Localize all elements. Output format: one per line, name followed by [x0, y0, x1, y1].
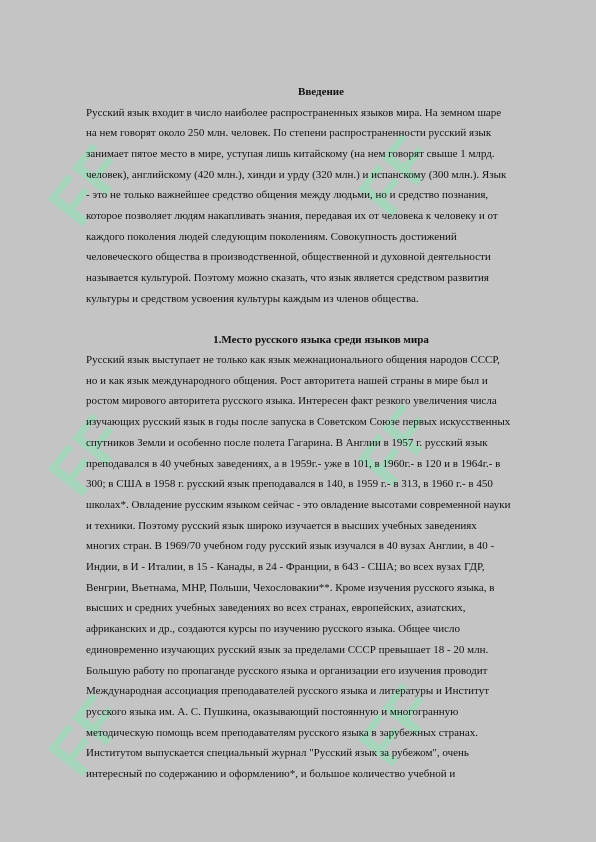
text-line: высших и средних учебных заведениях во всех странах, европейских, азиатских, — [86, 602, 466, 615]
text-line: которое позволяет людям накапливать знания, передавая их от человека к человеку и от — [86, 210, 498, 223]
watermark-text: FF — [344, 392, 450, 499]
text-line: спутников Земли и особенно после полета Гагарина. В Англии в 1957 г. русский язык — [86, 436, 488, 449]
text-line: интересный по содержанию и оформлению*, и большое количество учебной и — [86, 768, 456, 781]
watermark-text: FF — [34, 132, 140, 239]
watermark-text: FF — [34, 402, 140, 509]
text-line: занимает пятое место в мире, уступая лишь китайскому (на нем говорят свыше 1 млрд. — [86, 147, 495, 160]
text-line: Венгрии, Вьетнама, МНР, Польши, Чехословакии**. Кроме изучения русского языка, в — [86, 581, 495, 594]
text-line: изучающих русский язык в годы после запуска в Советском Союзе первых искусственных — [86, 416, 511, 429]
watermark-text: FF — [34, 682, 140, 789]
section-1-paragraph — [86, 350, 556, 785]
text-line: Международная ассоциация преподавателей русского языка и литературы и Институт — [86, 685, 490, 698]
section-spacer — [86, 310, 556, 330]
watermark-text: FF — [344, 672, 450, 779]
text-line: методическую помощь всем преподавателям русского языка в зарубежных странах. — [86, 726, 478, 739]
text-line: преподавался в 40 учебных заведениях, а в 1959г.- уже в 101, в 1960г.- в 120 и в 1964г.- в — [86, 457, 501, 470]
text-line: Институтом выпускается специальный журнал "Русский язык за рубежом", очень — [86, 747, 469, 760]
document-page — [86, 82, 556, 785]
text-line: Русский язык выступает не только как язык межнационального общения народов СССР, — [86, 354, 500, 367]
intro-paragraph — [86, 103, 556, 310]
text-line: единовременно изучающих русский язык за пределами СССР превышает 18 - 20 млн. — [86, 643, 489, 656]
text-line: 300; в США в 1958 г. русский язык преподавался в 140, в 1959 г.- в 313, в 1960 г.- в 450 — [86, 478, 493, 491]
text-line: на нем говорят около 250 млн. человек. По степени распространенности русский язык — [86, 127, 492, 140]
text-line: - это не только важнейшее средство общения между людьми, но и средство познания, — [86, 189, 489, 202]
text-line: школах*. Овладение русским языком сейчас - это овладение высотами современной науки — [86, 498, 511, 511]
text-line: Русский язык входит в число наиболее распространенных языков мира. На земном шаре — [86, 106, 502, 119]
watermark-text: FF — [344, 122, 450, 229]
text-line: но и как язык международного общения. Рост авторитета нашей страны в мире был и — [86, 374, 488, 387]
text-line: называется культурой. Поэтому можно сказать, что язык является средством развития — [86, 272, 489, 285]
text-line: человеческого общества в производственной, общественной и духовной деятельности — [86, 251, 491, 264]
text-line: многих стран. В 1969/70 учебном году русский язык изучался в 40 вузах Англии, в 40 - — [86, 540, 495, 553]
text-line: каждого поколения людей следующим поколениям. Совокупность достижений — [86, 230, 457, 243]
text-line: африканских и др., создаются курсы по изучению русского языка. Общее число — [86, 623, 460, 636]
text-line: человек), английскому (420 млн.), хинди и урду (320 млн.) и испанскому (300 млн.). Язык — [86, 168, 507, 181]
intro-heading: Введение — [297, 86, 345, 98]
text-line: Индии, в И - Италии, в 15 - Канады, в 24 - Франции, в 643 - США; во всех вузах ГДР, — [86, 561, 485, 574]
section-1-heading: 1.Место русского языка среди языков мира — [213, 333, 429, 346]
text-line: и техники. Поэтому русский язык широко изучается в высших учебных заведениях — [86, 519, 477, 532]
text-line: русского языка им. А. С. Пушкина, оказывающий постоянную и многогранную — [86, 705, 459, 718]
text-line: культуры и средством усвоения культуры каждым из членов общества. — [86, 292, 419, 305]
text-line: ростом мирового авторитета русского языка. Интересен факт резкого увеличения числа — [86, 395, 497, 408]
text-line: Большую работу по пропаганде русского языка и организации его изучения проводит — [86, 664, 488, 677]
